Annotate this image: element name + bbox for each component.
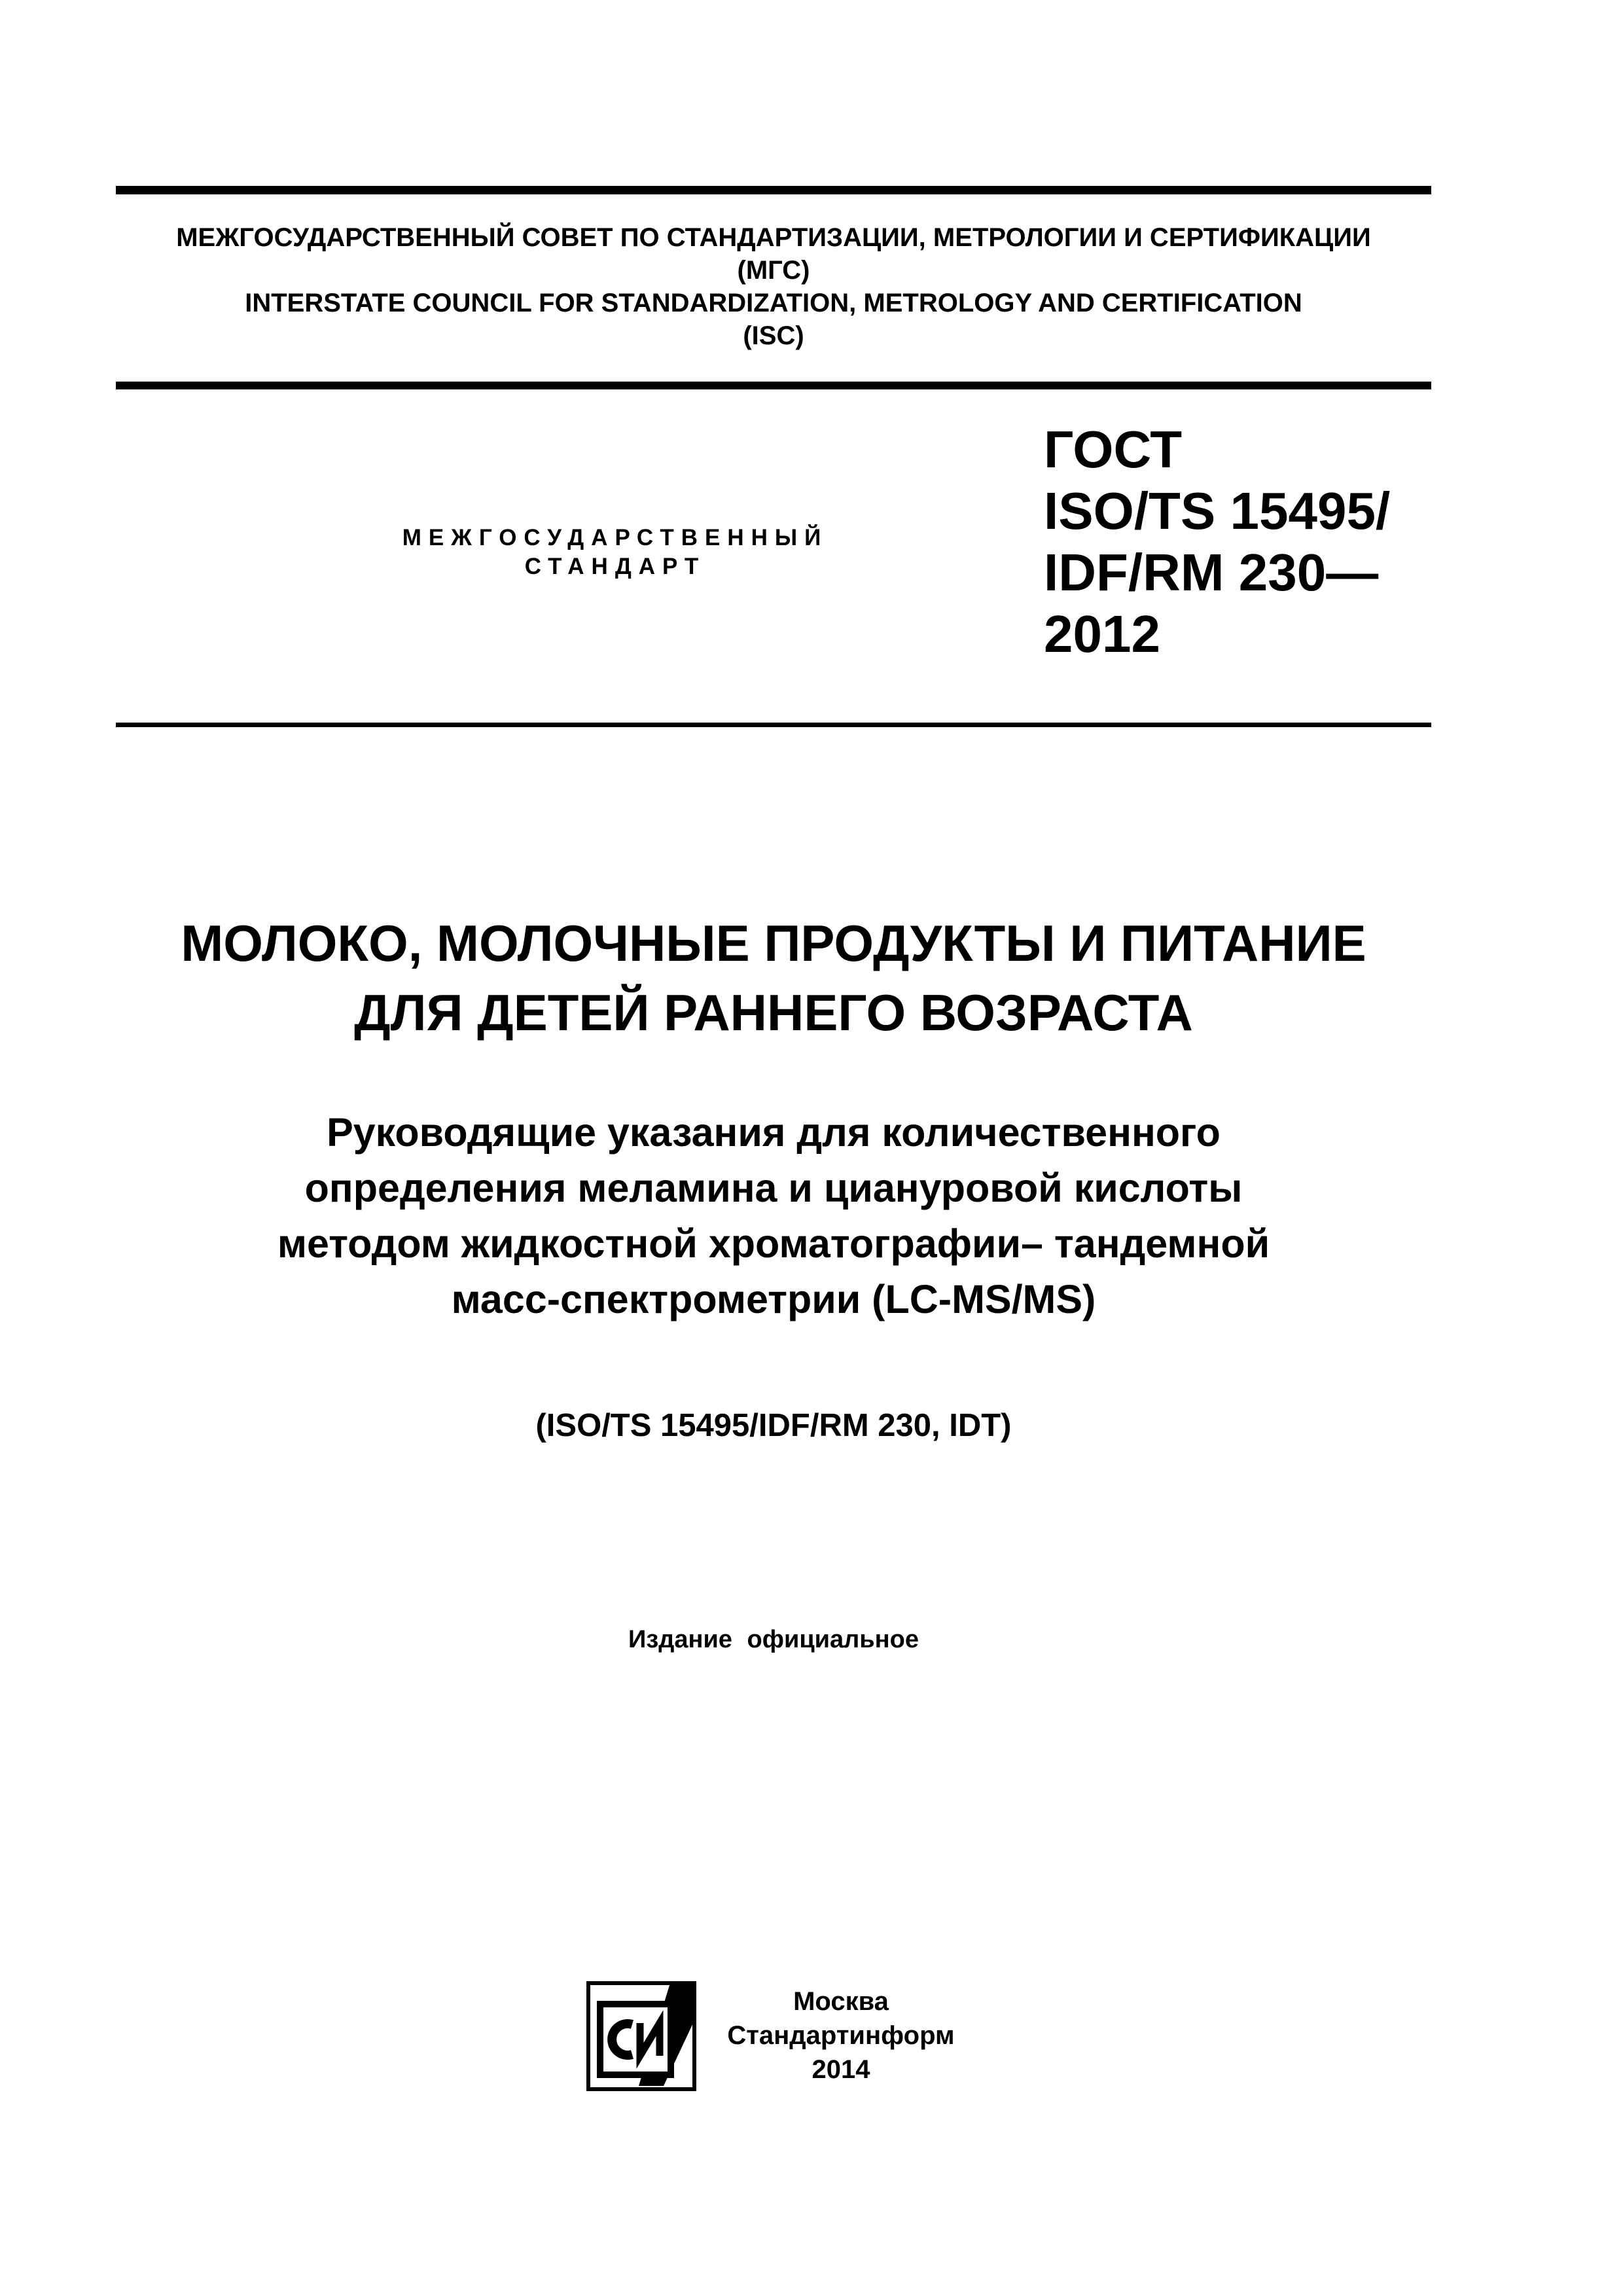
document-subtitle: [116, 1105, 1431, 1327]
designation-line1: ГОСТ: [1044, 420, 1183, 478]
council-header: [116, 221, 1431, 352]
header-rule-top: [116, 186, 1431, 194]
standard-type-label: [353, 524, 877, 581]
standard-type-line2: СТАНДАРТ: [524, 554, 706, 579]
publisher-city: Москва: [793, 1987, 889, 2016]
publisher-name: Стандартинформ: [727, 2021, 955, 2050]
council-name-en: INTERSTATE COUNCIL FOR STANDARDIZATION, METROLOGY AND CERTIFICATION: [245, 289, 1302, 317]
designation-line2: ISO/TS 15495/: [1044, 482, 1391, 540]
publisher-block: [720, 1984, 962, 2087]
title-line2: ДЛЯ ДЕТЕЙ РАННЕГО ВОЗРАСТА: [354, 984, 1193, 1041]
document-title: [116, 908, 1431, 1047]
designation-line4: 2012: [1044, 605, 1160, 663]
council-abbr-ru: (МГС): [737, 256, 810, 285]
publication-year: 2014: [812, 2055, 870, 2084]
subtitle-line3: методом жидкостной хроматографии– тандемной: [277, 1221, 1270, 1266]
header-rule-bottom: [116, 723, 1431, 727]
standard-type-line1: МЕЖГОСУДАРСТВЕННЫЙ: [402, 525, 829, 550]
standard-designation: [1044, 419, 1390, 665]
subtitle-line4: масс-спектрометрии (LC-MS/MS): [451, 1277, 1096, 1321]
council-abbr-en: (ISC): [743, 321, 804, 350]
council-name-ru: МЕЖГОСУДАРСТВЕННЫЙ СОВЕТ ПО СТАНДАРТИЗАЦИИ, МЕТРОЛОГИИ И СЕРТИФИКАЦИИ: [176, 223, 1371, 252]
title-line1: МОЛОКО, МОЛОЧНЫЕ ПРОДУКТЫ И ПИТАНИЕ: [181, 914, 1366, 972]
standartinform-logo-icon: [586, 1981, 696, 2091]
edition-note: Издание официальное: [628, 1626, 919, 1653]
subtitle-line1: Руководящие указания для количественного: [327, 1110, 1221, 1155]
designation-line3: IDF/RM 230—: [1044, 543, 1379, 601]
header-rule-middle: [116, 382, 1431, 389]
identical-standard-reference: (ISO/TS 15495/IDF/RM 230, IDT): [535, 1408, 1012, 1443]
subtitle-line2: определения меламина и циануровой кислоты: [304, 1166, 1243, 1210]
